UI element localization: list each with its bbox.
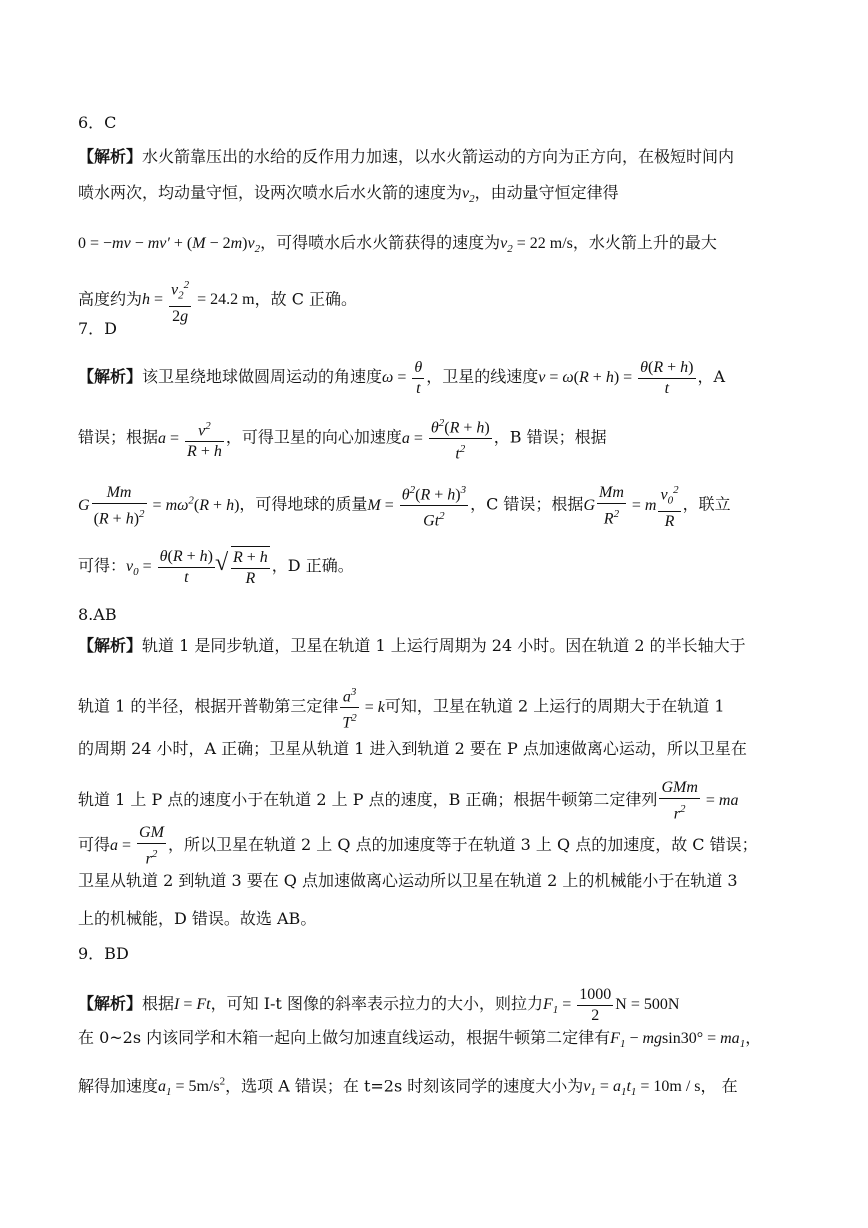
q9-line-3: 解得加速度$a_1 = 5m/s^2$，选项 A 错误；在 t=2s 时刻该同学的速度大小为$v_1 = a_1t_1 = 10m / s$， 在	[78, 1076, 738, 1099]
q6-line-4: 高度约为h = $\frac{v_2^2}{2g}$ = 24.2 m，故 C 正确。	[78, 275, 357, 327]
q8-line-4: 轨道 1 上 P 点的速度小于在轨道 2 上 P 点的速度，B 正确；根据牛顿第二定律列 $\frac{\text{GMm}}{r^2}$ = ma	[78, 779, 739, 823]
q6-line-1: 【解析】水火箭靠压出的水给的反作用力加速，以水火箭运动的方向为正方向，在极短时间内	[78, 147, 735, 166]
q8-number: 8.AB	[78, 605, 117, 624]
q7-line-4: 可得：$v_0$ = $\frac{\theta(R + h)}{t}$ √ $\frac{R + h}{R}$ ，D 正确。	[78, 546, 354, 589]
formula-a-gm: a = $\frac{GM}{r^2}$	[110, 824, 164, 868]
q8-line-7: 上的机械能，D 错误。故选 AB。	[78, 909, 317, 928]
formula-gravitation: G $\frac{Mm}{(R + h)^2}$ = $m\omega^2(R + h)$	[78, 483, 240, 527]
formula-force: $F_1$ = $\frac{1000}{2}$ N = 500N	[542, 986, 680, 1024]
q9-number: 9．BD	[78, 944, 129, 963]
formula-height: h = $\frac{v_2^2}{2g}$ = 24.2 m	[142, 291, 255, 308]
q8-line-5: 可得a = $\frac{GM}{r^2}$ ，所以卫星在轨道 2 上 Q 点的加速度等于在轨道 3 上 Q 点的加速度，故 C 错误；	[78, 824, 758, 868]
formula-v2: $v_2$	[462, 185, 475, 206]
formula-acceleration: a = $\frac{\theta^2(R + h)}{t^2}$	[402, 430, 494, 447]
formula-earth-mass: M = $\frac{\theta^2(R + h)^3}{Gt^2}$	[367, 497, 470, 514]
q7-label: 【解析】	[78, 367, 143, 387]
q9-line-2: 在 0~2s 内该同学和木箱一起向上做匀加速直线运动，根据牛顿第二定律有$F_1 - mgsin30^\circ = ma_1$，	[78, 1028, 762, 1051]
q7-line-1: 【解析】该卫星绕地球做圆周运动的角速度ω = $\frac{\theta}{t}$ ，卫星的线速度v = ω(R + h) = $\frac{\theta(R + h)}{t}$ ，A	[78, 359, 726, 397]
q6-number: 6．C	[78, 113, 117, 132]
q9-line-1: 【解析】根据I = Ft，可知 I-t 图像的斜率表示拉力的大小，则拉力$F_1$ = $\frac{1000}{2}$ N = 500N	[78, 986, 680, 1024]
formula-impulse: I = Ft	[174, 996, 211, 1014]
formula-kepler: $\frac{a^3}{T^2}$ = k	[338, 699, 385, 716]
formula-v1: $v_1 = a_1t_1 = 10m / s$	[583, 1078, 701, 1099]
q8-line-6: 卫星从轨道 2 到轨道 3 要在 Q 点加速做离心运动所以卫星在轨道 2 上的机械能小于在轨道 3	[78, 871, 738, 890]
formula-v0: $v_0$ = $\frac{\theta(R + h)}{t}$ √ $\frac{R + h}{R}$	[126, 558, 272, 575]
formula-centripetal: a = $\frac{v^2}{R + h}$	[158, 430, 226, 447]
q9-label: 【解析】	[78, 994, 143, 1014]
q7-line-2: 错误；根据a = $\frac{v^2}{R + h}$ ，可得卫星的向心加速度a = $\frac{\theta^2(R + h)}{t^2}$ ，B 错误；根据	[78, 413, 607, 465]
formula-v2-value: $v_2 = 22$ m/s	[500, 235, 573, 256]
formula-newton-incline: $F_1 - mgsin30^\circ = ma_1$	[610, 1030, 746, 1051]
formula-omega: ω = $\frac{\theta}{t}$	[382, 359, 423, 397]
q8-label: 【解析】	[78, 636, 143, 655]
q7-number: 7．D	[78, 319, 118, 338]
q6-line-2: 喷水两次，均动量守恒，设两次喷水后水火箭的速度为$v_2$，由动量守恒定律得	[78, 183, 619, 206]
q8-line-2: 轨道 1 的半径，根据开普勒第三定律 $\frac{a^3}{T^2}$ = k可知，卫星在轨道 2 上运行的周期大于在轨道 1	[78, 682, 725, 734]
formula-linear-velocity: v = ω(R + h) = $\frac{\theta(R + h)}{t}$	[538, 359, 694, 397]
formula-newton: $\frac{\text{GMm}}{r^2}$ = ma	[661, 779, 739, 823]
formula-surface: G $\frac{Mm}{R^2}$ = m $\frac{v_0^2}{R}$	[583, 497, 682, 514]
q6-label: 【解析】	[78, 147, 143, 166]
q6-line-3: $0 = -mv - mv' + (M - 2m)v_2$，可得喷水后水火箭获得的速度为$v_2 = 22$ m/s，水火箭上升的最大	[78, 233, 717, 256]
formula-a1: $a_1 = 5m/s^2$	[158, 1076, 226, 1099]
q7-line-3: G $\frac{Mm}{(R + h)^2}$ = $m\omega^2(R + h)$，可得地球的质量M = $\frac{\theta^2(R + h)^3}{Gt^2}$ ，C 错误；根据G $\frac{Mm}{R^2}$ = m $\frac{v_0^2}{R}$ ，联立	[78, 480, 731, 532]
q8-line-3: 的周期 24 小时，A 正确；卫星从轨道 1 进入到轨道 2 要在 P 点加速做离心运动，所以卫星在	[78, 739, 747, 758]
q8-line-1: 【解析】轨道 1 是同步轨道，卫星在轨道 1 上运行周期为 24 小时。因在轨道 2 的半长轴大于	[78, 636, 746, 655]
formula-momentum: $0 = -mv - mv' + (M - 2m)v_2$	[78, 235, 261, 256]
